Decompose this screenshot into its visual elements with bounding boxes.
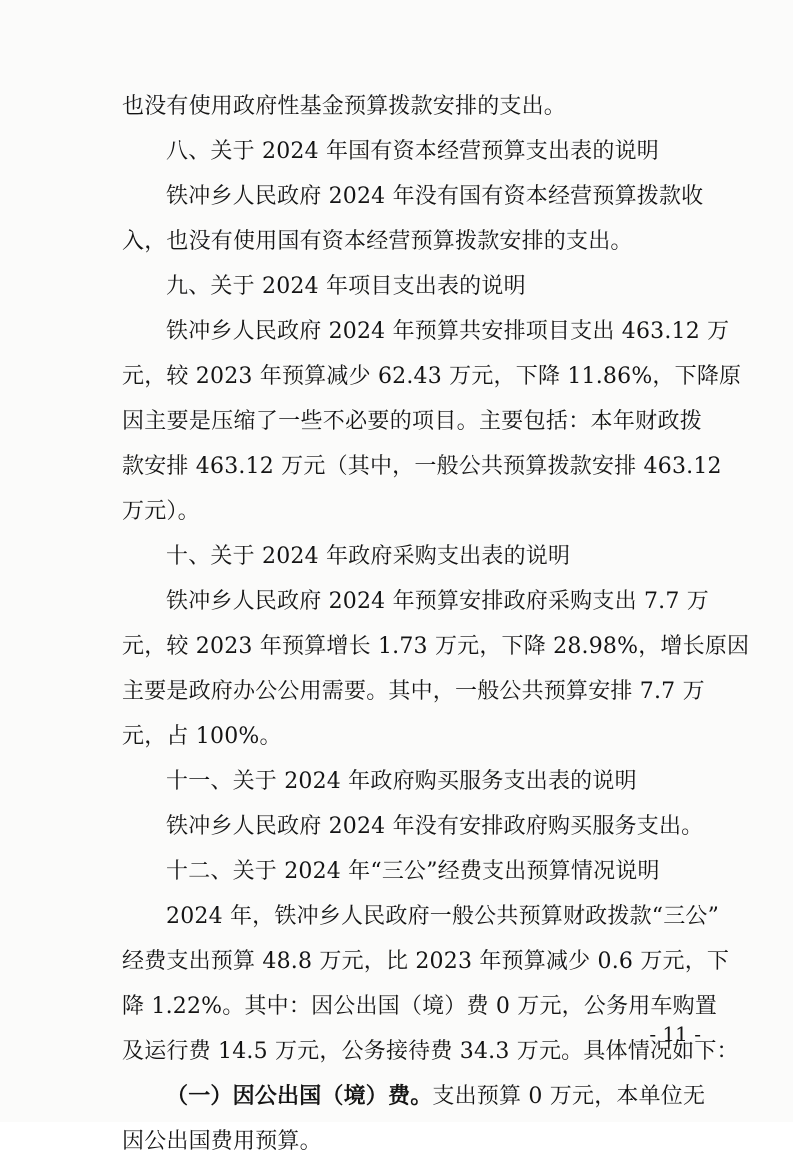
subsection-heading: （一）因公出国（境）费。 — [166, 1084, 433, 1109]
section-heading-9: 九、关于 2024 年项目支出表的说明 — [166, 274, 526, 299]
paragraph-line: 万元）。 — [122, 499, 200, 524]
paragraph-line: 及运行费 14.5 万元，公务接待费 34.3 万元。具体情况如下： — [122, 1039, 739, 1064]
paragraph-line: 经费支出预算 48.8 万元，比 2023 年预算减少 0.6 万元，下 — [122, 949, 730, 974]
paragraph-line: 铁冲乡人民政府 2024 年没有国有资本经营预算拨款收 — [166, 184, 704, 209]
paragraph-line: 铁冲乡人民政府 2024 年预算安排政府采购支出 7.7 万 — [166, 589, 709, 614]
subsection-line — [122, 1074, 706, 1119]
paragraph-line: 入，也没有使用国有资本经营预算拨款安排的支出。 — [122, 229, 633, 254]
page-number: - 11 - — [649, 1022, 701, 1046]
paragraph-line: 铁冲乡人民政府 2024 年预算共安排项目支出 463.12 万 — [166, 319, 730, 344]
paragraph-line: 元，较 2023 年预算增长 1.73 万元，下降 28.98%，增长原因 — [122, 634, 750, 659]
paragraph-line: 元，占 100%。 — [122, 724, 282, 749]
paragraph-line: 元，较 2023 年预算减少 62.43 万元，下降 11.86%，下降原 — [122, 364, 742, 389]
paragraph-line: 铁冲乡人民政府 2024 年没有安排政府购买服务支出。 — [166, 814, 704, 839]
paragraph-line: 降 1.22%。其中：因公出国（境）费 0 万元，公务用车购置 — [122, 994, 718, 1019]
section-heading-10: 十、关于 2024 年政府采购支出表的说明 — [166, 544, 571, 569]
subsection-text: 支出预算 0 万元，本单位无 — [432, 1084, 706, 1109]
section-heading-8: 八、关于 2024 年国有资本经营预算支出表的说明 — [166, 139, 659, 164]
body-text — [122, 84, 750, 1164]
paragraph-line: 也没有使用政府性基金预算拨款安排的支出。 — [122, 94, 567, 119]
section-heading-11: 十一、关于 2024 年政府购买服务支出表的说明 — [166, 769, 637, 794]
paragraph-line: 主要是政府办公公用需要。其中，一般公共预算安排 7.7 万 — [122, 679, 705, 704]
paragraph-line: 因公出国费用预算。 — [122, 1129, 322, 1154]
paragraph-line: 因主要是压缩了一些不必要的项目。主要包括：本年财政拨 — [122, 409, 702, 434]
paragraph-line: 款安排 463.12 万元（其中，一般公共预算拨款安排 463.12 — [122, 454, 722, 479]
section-heading-12: 十二、关于 2024 年“三公”经费支出预算情况说明 — [166, 859, 660, 884]
paragraph-line: 2024 年，铁冲乡人民政府一般公共预算财政拨款“三公” — [166, 904, 720, 929]
